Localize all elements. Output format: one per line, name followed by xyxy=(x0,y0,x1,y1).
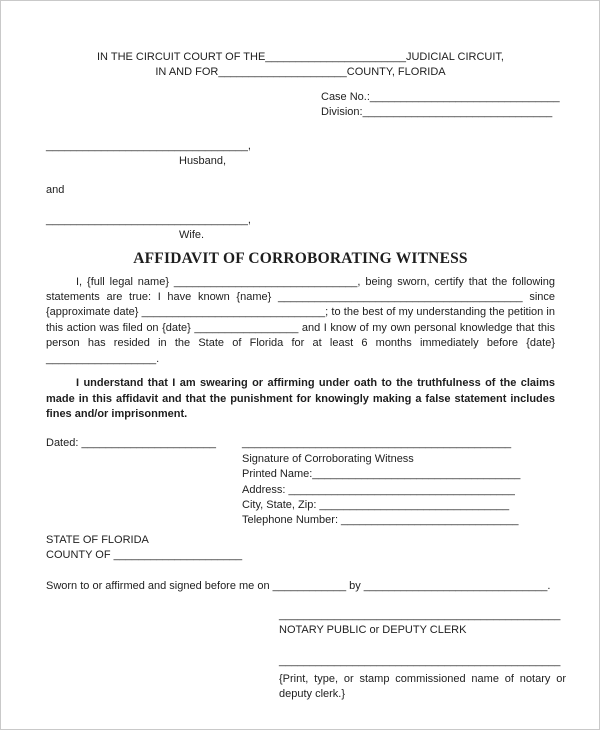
certification-paragraph: I, {full legal name} ______________________________, being sworn, certify that the following statements are true: I have known {name} ________________________________________ since {approximate date} ______________________________; to the best of my understanding the petition in this action was filed on {date} _________________ and I know of my own personal knowledge that this person has resided in the State of Florida for at least 6 months immediately before {date} __________________. xyxy=(46,275,555,365)
county-of-line: COUNTY OF _____________________ xyxy=(46,549,243,562)
division-line: Division:_______________________________ xyxy=(321,106,553,119)
telephone-number-line: Telephone Number: _____________________________ xyxy=(242,514,519,527)
husband-label: Husband, xyxy=(179,155,227,168)
oath-paragraph: I understand that I am swearing or affirming under oath to the truthfulness of the claims made in this affidavit and that the punishment for knowingly making a false statement includes fines and/or imprisonment. xyxy=(46,377,555,420)
case-number-line: Case No.:_______________________________ xyxy=(321,90,560,103)
witness-signature-caption: Signature of Corroborating Witness xyxy=(242,452,414,465)
state-of-florida-line: STATE OF FLORIDA xyxy=(46,533,149,546)
witness-signature-block xyxy=(242,436,529,528)
notary-name-blank-line: ______________________________________________ xyxy=(279,655,561,668)
city-state-zip-line: City, State, Zip: _______________________________ xyxy=(242,498,510,511)
notary-caption: NOTARY PUBLIC or DEPUTY CLERK xyxy=(279,624,467,637)
sworn-statement-line: Sworn to or affirmed and signed before me on ____________ by ______________________________. xyxy=(46,579,551,592)
court-header xyxy=(46,50,555,81)
venue-block xyxy=(46,533,555,564)
parties-block xyxy=(46,139,555,244)
wife-label: Wife. xyxy=(179,229,205,242)
address-line: Address: _____________________________________ xyxy=(242,483,515,496)
dated-line: Dated: ______________________ xyxy=(46,437,217,450)
document-title: AFFIDAVIT OF CORROBORATING WITNESS xyxy=(133,249,468,267)
case-info-block xyxy=(321,90,560,121)
printed-name-line: Printed Name:__________________________________ xyxy=(242,468,521,481)
notary-spacer xyxy=(279,639,566,654)
notary-name-caption: {Print, type, or stamp commissioned name of notary or deputy clerk.} xyxy=(279,672,566,700)
dated-signature-row xyxy=(46,436,555,528)
notary-block xyxy=(279,608,566,702)
court-header-line-1: IN THE CIRCUIT COURT OF THE_______________________JUDICIAL CIRCUIT, xyxy=(97,51,504,63)
and-conjunction: and xyxy=(46,184,65,197)
court-header-line-2: IN AND FOR_____________________COUNTY, FLORIDA xyxy=(155,66,446,79)
wife-name-blank-line: _________________________________, xyxy=(46,213,251,226)
witness-signature-blank-line: ____________________________________________ xyxy=(242,437,512,450)
notary-signature-blank-line: ______________________________________________ xyxy=(279,608,561,621)
husband-name-blank-line: _________________________________, xyxy=(46,139,251,152)
